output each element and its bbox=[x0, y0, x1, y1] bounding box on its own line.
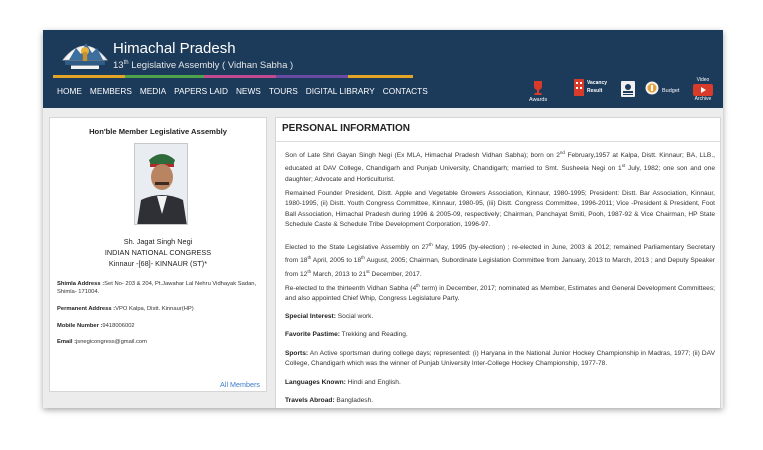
sports: Sports: An Active sportsman during college days; represented: (i) Haryana in the National Junior Hockey Championship in Madras, 1977; (ii) DAV College, Chandigarh which was the winner of Punjab University Inter-College Hockey Championship, 1977-78. bbox=[285, 350, 715, 368]
trophy-icon bbox=[531, 80, 545, 96]
vacancy-label: Vacancy bbox=[587, 79, 608, 86]
site-header bbox=[43, 30, 723, 108]
bio-paragraph-2: Remained Founder President, Distt. Apple and Vegetable Growers Association, Kinnaur, 1980-1995; President: Distt. Bar Association, Kinnaur, 1980-1995, (ii) Distt. Youth Congress Committee, Kinnaur, 1980-95, (iii) Distt. Congress Committee, 1996-2011; Vice -President & President, Foot Ball Association, Himachal Pradesh during 1996 & 2005-09, respectively; Chairman, Panchayat Smiti, Pooh, 1987-92 & Vice Chairman, HP State Schedule Caste & Schedule Tribe Development Corporation, 1996-97. bbox=[285, 190, 715, 228]
member-constituency: Kinnaur -[68]- KINNAUR (ST)* bbox=[108, 259, 208, 268]
travels-abroad: Travels Abroad: Bangladesh. bbox=[285, 397, 374, 404]
site-title: Himachal Pradesh bbox=[113, 40, 236, 57]
directory-link[interactable] bbox=[620, 80, 636, 98]
nav-item-digital-library[interactable]: DIGITAL LIBRARY bbox=[305, 86, 375, 96]
email bbox=[57, 338, 262, 346]
bio-paragraph-1: Son of Late Shri Gayan Singh Negi (Ex MLA, Himachal Pradesh Vidhan Sabha); born on 2nd February,1957 at Kalpa, Distt. Kinnaur; BA, LLB., educated at DAV College, Chandigarh and Punjab University, Chandigarh; married to Smt. Susheela Negi on 1st July, 1982; one son and one daughter; Advocate and Horticulturist. bbox=[285, 150, 716, 183]
result-label: Result bbox=[587, 87, 603, 94]
video-play-icon bbox=[693, 84, 713, 96]
permanent-address-value: VPO Kalpa, Distt. Kinnaur(HP) bbox=[115, 306, 194, 312]
color-strip-divider bbox=[53, 75, 413, 78]
nav-item-members[interactable]: MEMBERS bbox=[89, 86, 132, 96]
member-party: INDIAN NATIONAL CONGRESS bbox=[104, 248, 212, 257]
email-label: Email : bbox=[57, 339, 77, 345]
member-profile-card bbox=[49, 117, 267, 392]
nav-item-contacts[interactable]: CONTACTS bbox=[382, 86, 428, 96]
video-archive-link[interactable] bbox=[693, 78, 713, 102]
shimla-address-label: Shimla Address : bbox=[57, 281, 105, 287]
member-photo bbox=[134, 143, 188, 225]
personal-information-panel bbox=[275, 117, 721, 408]
bio-paragraph-3: Elected to the State Legislative Assembly on 27th May, 1995 (by-election) ; re-elected in June, 2003 & 2012; remained Parliamentary Secretary from 18th April, 2005 to 18th August, 2005; Chairman, Subordinate Legislation Committee from January, 2013 to March, 2013 ; and Deputy Speaker from 12th March, 2013 to 21st December, 2017. bbox=[285, 242, 715, 279]
mobile-number-label: Mobile Number : bbox=[57, 323, 103, 329]
main-navigation bbox=[53, 82, 432, 100]
member-portrait-image bbox=[135, 144, 188, 225]
panel-heading: PERSONAL INFORMATION bbox=[282, 123, 410, 134]
shimla-address-value: Set No- 203 & 204, Pt.Jawahar Lal Nehru Vidhayak Sadan, Shimla- 171004. bbox=[57, 281, 257, 295]
site-subtitle: 13th Legislative Assembly ( Vidhan Sabha ) bbox=[113, 60, 294, 72]
permanent-address-label: Permanent Address : bbox=[57, 306, 116, 312]
budget-coin-icon bbox=[645, 81, 659, 95]
archive-label: Archive bbox=[694, 96, 712, 102]
all-members-link[interactable]: All Members bbox=[220, 380, 260, 389]
email-value[interactable]: jsnegicongress@gmail.com bbox=[76, 339, 147, 345]
budget-label: Budget bbox=[662, 88, 680, 94]
awards-label: Awards bbox=[529, 97, 548, 103]
vidhan-sabha-emblem-logo[interactable] bbox=[59, 34, 111, 72]
contact-card-icon bbox=[620, 80, 636, 98]
nav-item-news[interactable]: NEWS bbox=[235, 86, 261, 96]
favorite-pastime: Favorite Pastime: Trekking and Reading. bbox=[285, 331, 408, 338]
nav-item-tours[interactable]: TOURS bbox=[268, 86, 298, 96]
mobile-number-value: 9418006002 bbox=[102, 323, 135, 329]
heading-divider bbox=[276, 141, 720, 142]
languages-known: Languages Known: Hindi and English. bbox=[285, 379, 401, 386]
nav-item-media[interactable]: MEDIA bbox=[139, 86, 167, 96]
shimla-address bbox=[57, 280, 262, 296]
vacancy-building-icon bbox=[573, 77, 585, 97]
mobile-number bbox=[57, 322, 262, 330]
video-label: Video bbox=[696, 77, 710, 83]
vacancy-result-link[interactable] bbox=[573, 77, 607, 97]
awards-link[interactable] bbox=[529, 80, 547, 103]
member-name: Sh. Jagat Singh Negi bbox=[123, 237, 193, 246]
member-card-title: Hon'ble Member Legislative Assembly bbox=[89, 127, 227, 136]
browser-page bbox=[43, 30, 723, 408]
nav-item-papers-laid[interactable]: PAPERS LAID bbox=[174, 86, 228, 96]
nav-item-home[interactable]: HOME bbox=[57, 86, 82, 96]
budget-link[interactable] bbox=[645, 81, 679, 95]
special-interest: Special Interest: Social work. bbox=[285, 313, 374, 320]
permanent-address bbox=[57, 305, 262, 313]
bio-paragraph-4: Re-elected to the thirteenth Vidhan Sabha (4th term) in December, 2017; nominated as Member, Estimates and General Development Committees; and also appointed Chief Whip, Congress Legislature Party. bbox=[285, 283, 715, 303]
